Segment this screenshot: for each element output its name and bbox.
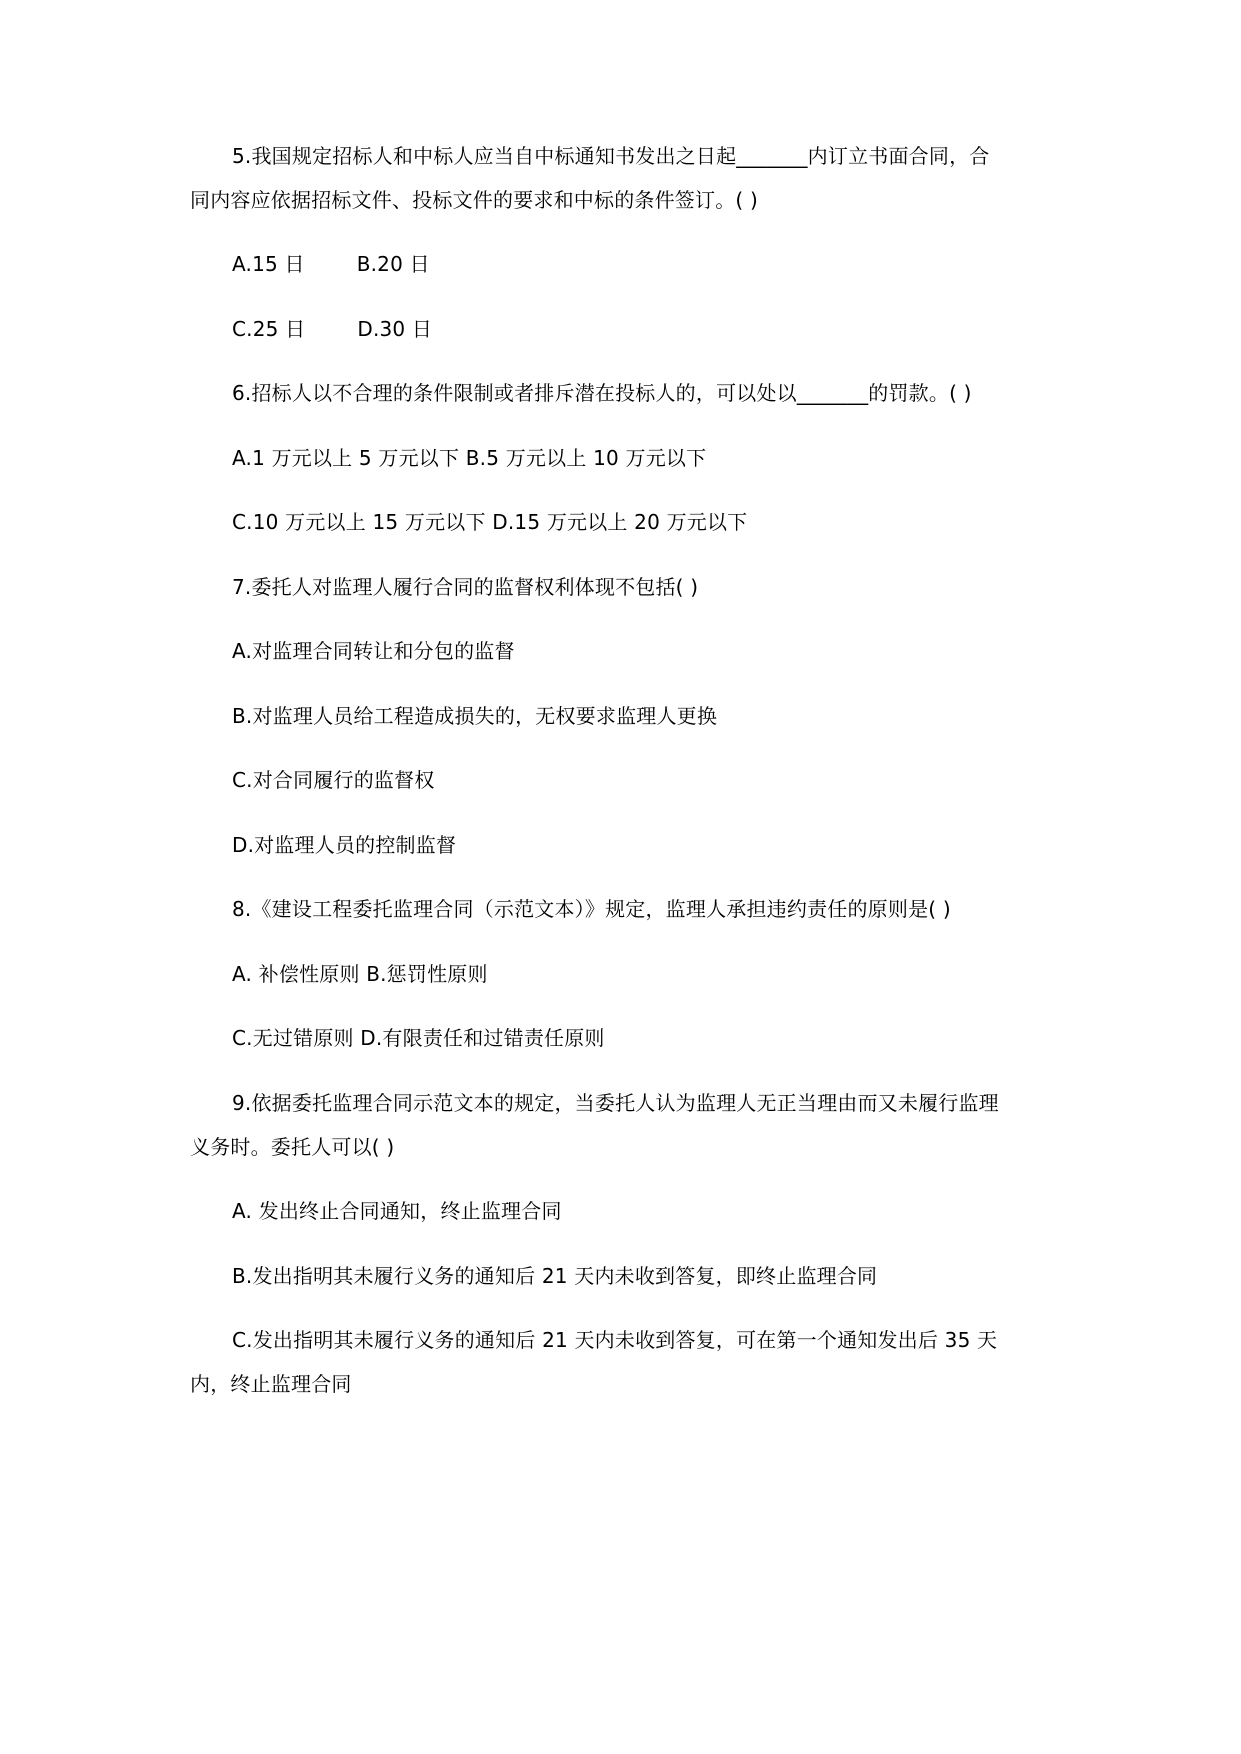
question-7-option-d: D.对监理人员的控制监督 [232,833,457,857]
question-7-option-b: B.对监理人员给工程造成损失的，无权要求监理人更换 [232,704,718,728]
option-d: D.30 日 [357,317,433,341]
question-6-options-line1: A.1 万元以上 5 万元以下 B.5 万元以上 10 万元以下 [232,446,707,470]
question-9-option-a: A. 发出终止合同通知，终止监理合同 [232,1199,562,1223]
question-9-option-c-line2: 内，终止监理合同 [190,1372,352,1396]
question-9-option-b: B.发出指明其未履行义务的通知后 21 天内未收到答复，即终止监理合同 [232,1264,878,1288]
question-5-stem-line1: 5.我国规定招标人和中标人应当自中标通知书发出之日起_______内订立书面合同，合 [232,144,990,168]
question-9-stem-line2: 义务时。委托人可以( ) [190,1135,395,1159]
question-7-stem: 7.委托人对监理人履行合同的监督权利体现不包括( ) [232,575,699,599]
question-6-options-line2: C.10 万元以上 15 万元以下 D.15 万元以上 20 万元以下 [232,510,748,534]
question-8-options-line2: C.无过错原则 D.有限责任和过错责任原则 [232,1026,605,1050]
question-5-options-line1 [232,250,1102,278]
question-9-option-c-line1: C.发出指明其未履行义务的通知后 21 天内未收到答复，可在第一个通知发出后 35 天 [232,1328,998,1352]
question-7-option-c: C.对合同履行的监督权 [232,768,435,792]
question-6-stem: 6.招标人以不合理的条件限制或者排斥潜在投标人的，可以处以_______的罚款。( ) [232,381,972,405]
question-5-stem-line2: 同内容应依据招标文件、投标文件的要求和中标的条件签订。( ) [190,188,758,212]
option-a: A.15 日 [232,252,305,276]
question-8-stem: 8.《建设工程委托监理合同（示范文本）》规定，监理人承担违约责任的原则是( ) [232,897,951,921]
question-5-options-line2 [232,315,1102,343]
question-9-stem-line1: 9.依据委托监理合同示范文本的规定，当委托人认为监理人无正当理由而又未履行监理 [232,1091,999,1115]
option-c: C.25 日 [232,317,306,341]
question-8-options-line1: A. 补偿性原则 B.惩罚性原则 [232,962,488,986]
question-7-option-a: A.对监理合同转让和分包的监督 [232,639,515,663]
option-b: B.20 日 [356,252,430,276]
